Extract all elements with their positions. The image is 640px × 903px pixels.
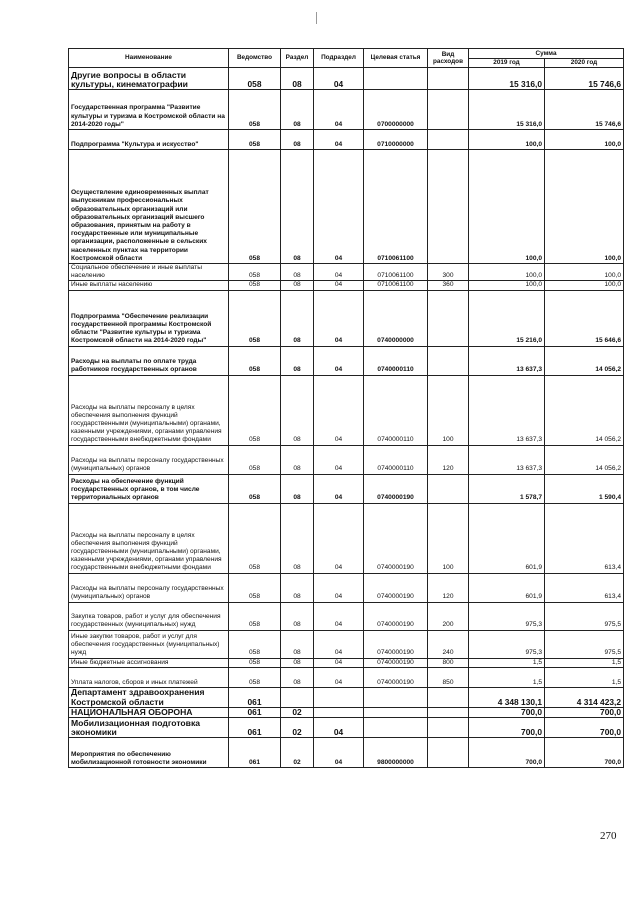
row-sum-2020: 100,0 [545,281,624,290]
row-name: Уплата налогов, сборов и иных платежей [69,667,229,687]
table-row [69,264,624,281]
col-header-sum: Сумма [469,49,624,59]
row-sum-2020: 14 056,2 [545,445,624,474]
row-section: 08 [281,602,314,630]
row-name: Подпрограмма "Обеспечение реализации государственной программы Костромской области "Развитие культуры и туризма Костромской области на 2014-2020 годы" [69,290,229,346]
row-sum-2019: 100,0 [469,264,545,281]
table-body [69,68,624,768]
table-row [69,375,624,445]
row-sum-2020: 15 746,6 [545,90,624,130]
row-exp-type: 240 [428,630,469,658]
row-sum-2019: 15 316,0 [469,90,545,130]
row-section: 02 [281,738,314,768]
row-name: Расходы на выплаты по оплате труда работников государственных органов [69,346,229,375]
budget-table [68,48,624,768]
table-row [69,90,624,130]
col-header-subsection: Подраздел [314,49,364,68]
row-dept: 058 [229,90,281,130]
row-subsection: 04 [314,150,364,264]
col-header-2019: 2019 год [469,59,545,68]
row-name: Государственная программа "Развитие культуры и туризма в Костромской области на 2014-2020 годы" [69,90,229,130]
row-dept: 061 [229,707,281,717]
row-subsection: 04 [314,738,364,768]
row-subsection: 04 [314,718,364,738]
row-sum-2020: 100,0 [545,264,624,281]
row-subsection: 04 [314,130,364,150]
table-row [69,667,624,687]
row-dept: 058 [229,281,281,290]
row-dept: 058 [229,658,281,667]
row-subsection: 04 [314,68,364,90]
row-subsection: 04 [314,474,364,503]
budget-table-container [68,48,624,768]
row-sum-2020: 14 056,2 [545,346,624,375]
table-row [69,707,624,717]
row-name: Иные бюджетные ассигнования [69,658,229,667]
table-row [69,150,624,264]
row-name: Расходы на обеспечение функций государственных органов, в том числе территориальных органов [69,474,229,503]
row-target: 9800000000 [364,738,428,768]
row-exp-type [428,346,469,375]
row-exp-type: 300 [428,264,469,281]
row-sum-2019: 601,9 [469,573,545,602]
row-sum-2019: 100,0 [469,150,545,264]
row-section: 08 [281,68,314,90]
row-dept: 058 [229,346,281,375]
row-sum-2020: 975,5 [545,602,624,630]
row-sum-2019: 13 637,3 [469,375,545,445]
table-row [69,738,624,768]
row-sum-2020: 100,0 [545,130,624,150]
row-sum-2019: 975,3 [469,630,545,658]
row-target: 0740000190 [364,602,428,630]
page-number: 270 [600,830,617,842]
row-sum-2020: 700,0 [545,738,624,768]
row-subsection: 04 [314,264,364,281]
row-name: Расходы на выплаты персоналу в целях обеспечения выполнения функций государственными (муниципальными) органами, казенными учреждениями, органами управления государственными внебюджетными фондами [69,503,229,573]
row-target: 0740000000 [364,290,428,346]
row-name: НАЦИОНАЛЬНАЯ ОБОРОНА [69,707,229,717]
row-subsection: 04 [314,630,364,658]
col-header-name: Наименование [69,49,229,68]
row-subsection: 04 [314,290,364,346]
row-dept: 058 [229,602,281,630]
row-section: 08 [281,281,314,290]
table-row [69,281,624,290]
row-dept: 061 [229,738,281,768]
row-sum-2020: 1 590,4 [545,474,624,503]
row-subsection: 04 [314,503,364,573]
row-sum-2019: 700,0 [469,707,545,717]
row-subsection [314,707,364,717]
row-target [364,687,428,707]
row-exp-type: 360 [428,281,469,290]
table-row [69,346,624,375]
row-sum-2019: 100,0 [469,281,545,290]
row-subsection [314,687,364,707]
row-name: Подпрограмма "Культура и искусство" [69,130,229,150]
col-header-exp-type: Вид расходов [428,49,469,68]
row-dept: 058 [229,573,281,602]
row-sum-2020: 15 646,6 [545,290,624,346]
row-sum-2019: 13 637,3 [469,445,545,474]
row-subsection: 04 [314,90,364,130]
row-sum-2020: 613,4 [545,503,624,573]
row-dept: 058 [229,445,281,474]
row-sum-2019: 700,0 [469,738,545,768]
row-dept: 058 [229,630,281,658]
row-sum-2019: 4 348 130,1 [469,687,545,707]
row-sum-2020: 1,5 [545,658,624,667]
row-name: Иные выплаты населению [69,281,229,290]
row-target: 0740000190 [364,658,428,667]
row-section: 02 [281,718,314,738]
row-subsection: 04 [314,346,364,375]
row-sum-2020: 700,0 [545,707,624,717]
row-section: 08 [281,658,314,667]
row-exp-type: 120 [428,573,469,602]
table-row [69,68,624,90]
row-subsection: 04 [314,658,364,667]
row-target: 0740000190 [364,474,428,503]
row-name: Социальное обеспечение и иные выплаты населению [69,264,229,281]
row-exp-type [428,90,469,130]
row-exp-type: 100 [428,503,469,573]
scan-mark [316,12,317,24]
row-exp-type [428,68,469,90]
row-sum-2020: 613,4 [545,573,624,602]
row-sum-2019: 601,9 [469,503,545,573]
row-exp-type: 850 [428,667,469,687]
row-name: Расходы на выплаты персоналу в целях обеспечения выполнения функций государственными (муниципальными) органами, казенными учреждениями, органами управления государственными внебюджетными фондами [69,375,229,445]
row-name: Мобилизационная подготовка экономики [69,718,229,738]
row-sum-2020: 15 746,6 [545,68,624,90]
row-target [364,68,428,90]
row-target: 0740000110 [364,346,428,375]
row-section: 08 [281,445,314,474]
row-section: 08 [281,290,314,346]
table-row [69,630,624,658]
row-name: Департамент здравоохранения Костромской области [69,687,229,707]
row-target: 0740000190 [364,630,428,658]
row-section: 08 [281,375,314,445]
row-subsection: 04 [314,281,364,290]
row-target: 0740000190 [364,503,428,573]
row-section: 08 [281,630,314,658]
row-target: 0740000110 [364,375,428,445]
table-row [69,658,624,667]
row-name: Осуществление единовременных выплат выпускникам профессиональных образовательных организаций или образовательных организаций высшего образования, принятым на работу в государственные или муниципальные организации, расположенные в сельских населенных пунктах на территории Костромской области [69,150,229,264]
row-sum-2019: 975,3 [469,602,545,630]
row-sum-2020: 4 314 423,2 [545,687,624,707]
row-dept: 061 [229,687,281,707]
row-name: Закупка товаров, работ и услуг для обеспечения государственных (муниципальных) нужд [69,602,229,630]
row-section: 08 [281,150,314,264]
row-dept: 058 [229,503,281,573]
row-sum-2020: 100,0 [545,150,624,264]
row-section: 08 [281,667,314,687]
row-dept: 058 [229,130,281,150]
row-target: 0710061100 [364,264,428,281]
row-target: 0740000110 [364,445,428,474]
row-dept: 058 [229,667,281,687]
col-header-target: Целевая статья [364,49,428,68]
table-row [69,573,624,602]
row-sum-2019: 1 578,7 [469,474,545,503]
row-name: Иные закупки товаров, работ и услуг для обеспечения государственных (муниципальных) нужд [69,630,229,658]
row-sum-2019: 13 637,3 [469,346,545,375]
row-exp-type [428,290,469,346]
row-target: 0710061100 [364,150,428,264]
row-exp-type: 100 [428,375,469,445]
row-name: Расходы на выплаты персоналу государственных (муниципальных) органов [69,445,229,474]
row-exp-type [428,707,469,717]
row-sum-2019: 15 316,0 [469,68,545,90]
table-row [69,445,624,474]
row-section [281,687,314,707]
row-target [364,718,428,738]
table-row [69,503,624,573]
row-sum-2020: 975,5 [545,630,624,658]
row-name: Мероприятия по обеспечению мобилизационной готовности экономики [69,738,229,768]
row-target: 0710000000 [364,130,428,150]
row-section: 08 [281,264,314,281]
row-target: 0740000190 [364,667,428,687]
row-subsection: 04 [314,573,364,602]
row-exp-type [428,474,469,503]
row-section: 08 [281,474,314,503]
row-exp-type [428,687,469,707]
table-row [69,130,624,150]
row-dept: 061 [229,718,281,738]
row-exp-type [428,738,469,768]
row-exp-type [428,130,469,150]
row-name: Расходы на выплаты персоналу государственных (муниципальных) органов [69,573,229,602]
table-row [69,290,624,346]
table-row [69,687,624,707]
row-section: 08 [281,90,314,130]
table-row [69,474,624,503]
row-sum-2020: 1,5 [545,667,624,687]
table-row [69,718,624,738]
row-exp-type: 200 [428,602,469,630]
col-header-dept: Ведомство [229,49,281,68]
row-section: 08 [281,346,314,375]
row-sum-2020: 700,0 [545,718,624,738]
row-target: 0700000000 [364,90,428,130]
col-header-section: Раздел [281,49,314,68]
table-row [69,602,624,630]
row-subsection: 04 [314,667,364,687]
row-dept: 058 [229,150,281,264]
row-sum-2019: 1,5 [469,667,545,687]
row-dept: 058 [229,375,281,445]
row-name: Другие вопросы в области культуры, кинематографии [69,68,229,90]
row-target: 0710061100 [364,281,428,290]
row-exp-type [428,718,469,738]
row-dept: 058 [229,68,281,90]
row-exp-type [428,150,469,264]
row-section: 08 [281,573,314,602]
row-dept: 058 [229,290,281,346]
row-subsection: 04 [314,445,364,474]
row-exp-type: 120 [428,445,469,474]
row-section: 08 [281,503,314,573]
col-header-2020: 2020 год [545,59,624,68]
row-subsection: 04 [314,602,364,630]
row-sum-2019: 15 216,0 [469,290,545,346]
row-target: 0740000190 [364,573,428,602]
row-dept: 058 [229,474,281,503]
row-sum-2019: 100,0 [469,130,545,150]
row-section: 02 [281,707,314,717]
row-dept: 058 [229,264,281,281]
row-target [364,707,428,717]
row-sum-2019: 1,5 [469,658,545,667]
row-section: 08 [281,130,314,150]
row-subsection: 04 [314,375,364,445]
row-sum-2019: 700,0 [469,718,545,738]
row-exp-type: 800 [428,658,469,667]
row-sum-2020: 14 056,2 [545,375,624,445]
